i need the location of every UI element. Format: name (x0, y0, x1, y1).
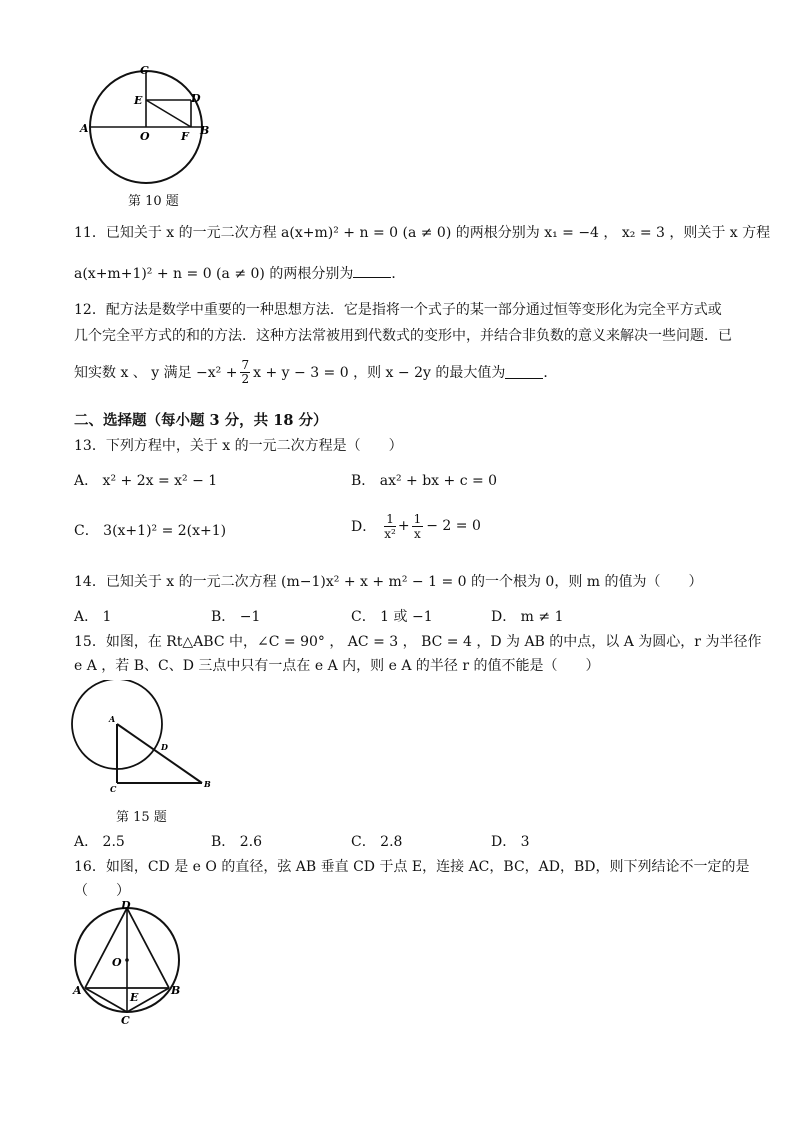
q15-option-c: C． 2.8 (351, 834, 403, 850)
q13-option-d (351, 508, 481, 544)
q13-option-b: B． ax² + bx + c = 0 (351, 473, 498, 489)
fig15-label-a: A (109, 714, 116, 724)
fig16-center-dot (125, 958, 129, 962)
q12-line3-b: x + y − 3 = 0 ，则 x − 2y 的最大值为 (253, 365, 506, 381)
q12-line2: 几个完全平方式的和的方法．这种方法常被用到代数式的变形中，并结合非负数的意义来解决一些问题．已 (74, 328, 732, 344)
q13-d-frac2-num: 1 (413, 511, 422, 526)
q12-line1: 12．配方法是数学中重要的一种思想方法．它是指将一个式子的某一部分通过恒等变形化为完全平方式或 (74, 302, 722, 318)
q15-option-d: D． 3 (491, 834, 530, 850)
fig10-label-e: E (134, 94, 143, 107)
figure-q15 (66, 680, 216, 798)
fig16-label-a: A (73, 984, 82, 997)
q11-line2-text: a(x+m+1)² + n = 0 (a ≠ 0) 的两根分别为 (74, 266, 354, 282)
section-2-title: 二、选择题（每小题 3 分，共 18 分） (74, 412, 328, 429)
q16-line1: 16．如图，CD 是 e O 的直径，弦 AB 垂直 CD 于点 E，连接 AC，BC，AD，BD，则下列结论不一定的是 (74, 859, 750, 875)
fig10-label-f: F (181, 130, 189, 143)
fig16-label-c: C (121, 1014, 130, 1027)
q13-d-frac1-den: x² (384, 526, 396, 541)
fig16-label-o: O (112, 956, 122, 969)
q12-end: ． (543, 365, 558, 381)
q13-option-c: C． 3(x+1)² = 2(x+1) (74, 523, 227, 539)
q13-option-d-label: D． (351, 519, 377, 535)
fig10-label-a: A (80, 122, 89, 135)
figure-q10 (78, 62, 228, 190)
q12-line3 (74, 357, 557, 387)
fig15-caption: 第 15 题 (116, 810, 167, 825)
q15-option-a: A． 2.5 (74, 834, 125, 850)
q12-answer-blank (505, 366, 543, 379)
q13-d-frac1 (384, 512, 396, 541)
q13-d-frac2 (412, 512, 424, 541)
q11-end: ． (391, 266, 406, 282)
q14-stem: 14．已知关于 x 的一元二次方程 (m−1)x² + x + m² − 1 = 0 的一个根为 0，则 m 的值为（ ） (74, 574, 703, 590)
q11-line2 (74, 263, 405, 283)
q13-d-frac1-num: 1 (386, 511, 394, 526)
q12-fraction (240, 359, 250, 386)
q11-line1: 11．已知关于 x 的一元二次方程 a(x+m)² + n = 0 (a ≠ 0) 的两根分别为 x₁ = −4 ， x₂ = 3 ，则关于 x 方程 (74, 225, 771, 241)
q14-option-b: B． −1 (211, 609, 261, 625)
figure-q16 (68, 900, 188, 1028)
fig16-label-d: D (121, 900, 131, 912)
fig10-label-b: B (200, 124, 210, 137)
fig15-side-ab (117, 724, 202, 783)
q15-option-b: B． 2.6 (211, 834, 263, 850)
q13-stem: 13．下列方程中，关于 x 的一元二次方程是（ ） (74, 438, 403, 454)
fig15-label-b: B (204, 779, 211, 789)
q15-line1: 15．如图，在 Rt△ABC 中，∠C = 90° ， AC = 3 ， BC = 4 ，D 为 AB 的中点，以 A 为圆心，r 为半径作 (74, 634, 762, 650)
fig10-label-o: O (140, 130, 150, 143)
fig16-label-e: E (130, 991, 139, 1004)
fig15-label-c: C (110, 784, 117, 794)
q13-option-a: A． x² + 2x = x² − 1 (74, 473, 218, 489)
q12-frac-num: 7 (241, 357, 250, 372)
fig10-label-d: D (191, 92, 201, 105)
q12-frac-den: 2 (241, 371, 250, 386)
q14-option-d: D． m ≠ 1 (491, 609, 564, 625)
q14-option-c: C． 1 或 −1 (351, 609, 433, 625)
fig16-segment-bd (127, 908, 169, 988)
q13-d-rest: − 2 = 0 (426, 518, 481, 534)
q16-line2: （ ） (74, 883, 130, 899)
q12-line3-a: 知实数 x 、 y 满足 −x² + (74, 365, 238, 381)
fig16-segment-ad (85, 908, 127, 988)
q15-line2: e A ，若 B、C、D 三点中只有一点在 e A 内，则 e A 的半径 r 的值不能是（ ） (74, 658, 600, 674)
fig10-caption: 第 10 题 (128, 194, 179, 209)
fig10-label-c: C (140, 64, 149, 77)
fig10-segment-ef (146, 100, 191, 127)
fig16-label-b: B (171, 984, 181, 997)
q11-answer-blank (353, 265, 391, 278)
q13-d-plus: + (397, 518, 410, 534)
q14-option-a: A． 1 (74, 609, 112, 625)
fig15-label-d: D (161, 742, 168, 752)
q13-d-frac2-den: x (414, 526, 421, 541)
